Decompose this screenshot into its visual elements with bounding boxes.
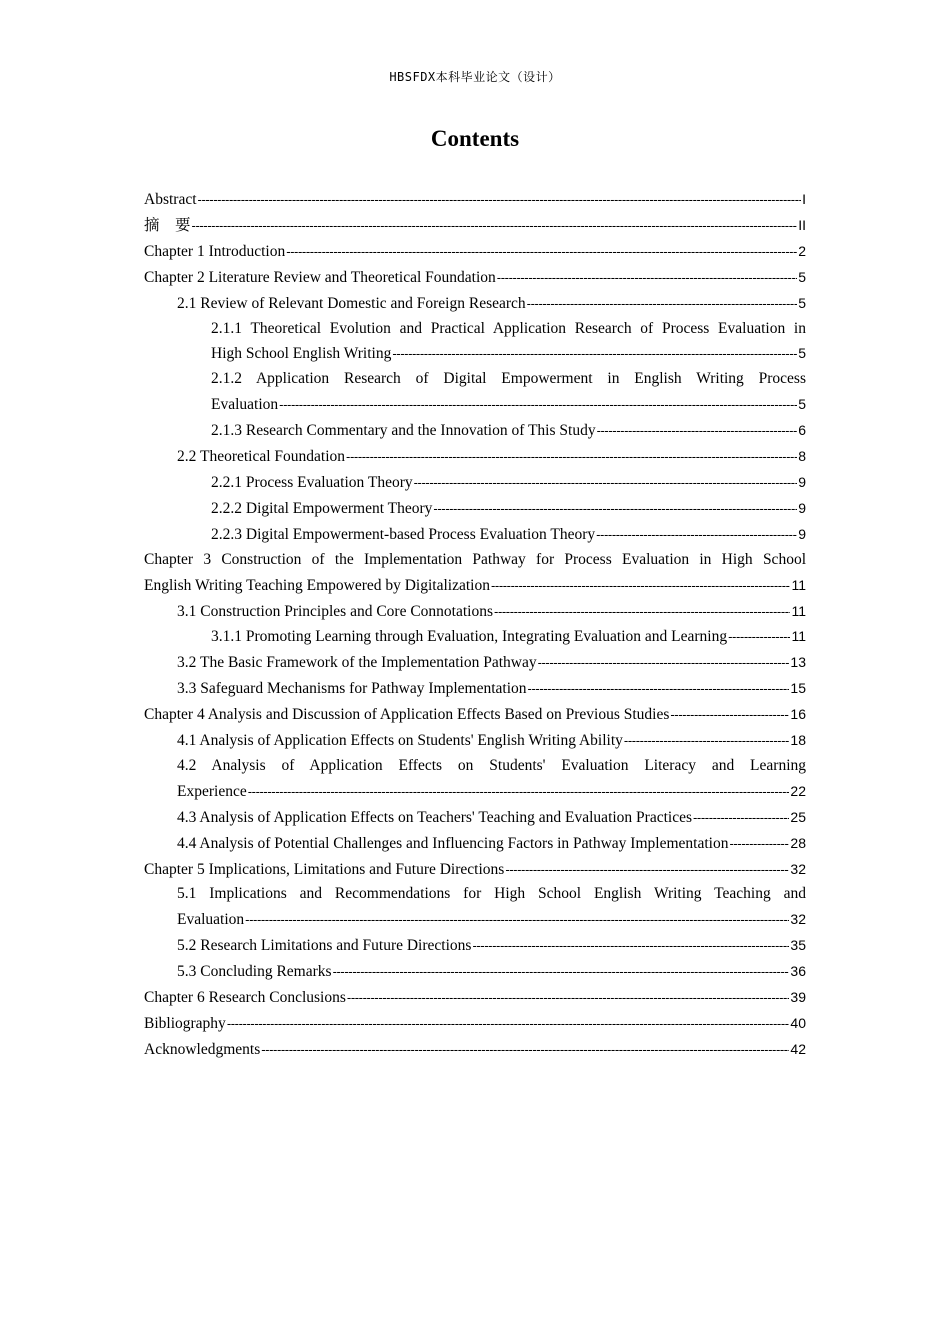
dot-leader bbox=[494, 600, 790, 625]
toc-entry[interactable] bbox=[144, 831, 806, 857]
toc-entry-title: 5.2 Research Limitations and Future Directions bbox=[177, 937, 472, 955]
dot-leader bbox=[624, 729, 790, 754]
dot-leader bbox=[538, 651, 790, 676]
dot-leader bbox=[392, 342, 797, 367]
toc-entry[interactable] bbox=[144, 857, 806, 883]
dot-leader bbox=[670, 703, 789, 728]
toc-entry-title: Chapter 2 Literature Review and Theoretical Foundation bbox=[144, 268, 496, 286]
toc-entry-title: 摘 要 bbox=[144, 216, 191, 234]
toc-entry-title: Bibliography bbox=[144, 1015, 226, 1032]
dot-leader bbox=[596, 523, 797, 548]
toc-page-number: 11 bbox=[791, 576, 806, 593]
dot-leader bbox=[597, 419, 798, 444]
toc-entry[interactable] bbox=[144, 548, 806, 599]
toc-entry[interactable] bbox=[144, 933, 806, 959]
toc-entry[interactable] bbox=[144, 522, 806, 548]
toc-entry[interactable] bbox=[144, 882, 806, 933]
dot-leader bbox=[279, 393, 797, 418]
toc-page-number: 5 bbox=[798, 396, 806, 413]
dot-leader bbox=[261, 1038, 789, 1063]
dot-leader bbox=[286, 240, 797, 265]
toc-page-number: 36 bbox=[790, 963, 806, 980]
toc-entry-title: Chapter 5 Implications, Limitations and Future Directions bbox=[144, 860, 505, 878]
toc-entry-title: 3.2 The Basic Framework of the Implementation Pathway bbox=[177, 654, 537, 672]
dot-leader bbox=[728, 625, 790, 650]
toc-entry-title: 2.2 Theoretical Foundation bbox=[177, 448, 346, 466]
toc-entry-title: 4.1 Analysis of Application Effects on Students' English Writing Ability bbox=[177, 732, 623, 750]
toc-entry-title: Evaluation bbox=[177, 911, 245, 929]
toc-entry[interactable] bbox=[144, 1011, 806, 1037]
toc-entry-title: Chapter 4 Analysis and Discussion of Application Effects Based on Previous Studies bbox=[144, 706, 670, 724]
dot-leader bbox=[245, 908, 789, 933]
toc-entry-title: 2.1 Review of Relevant Domestic and Foreign Research bbox=[177, 294, 526, 312]
toc-entry[interactable] bbox=[144, 418, 806, 444]
dot-leader bbox=[433, 497, 797, 522]
toc-entry[interactable] bbox=[144, 805, 806, 831]
toc-entry-title: 3.1.1 Promoting Learning through Evaluation, Integrating Evaluation and Learning bbox=[211, 628, 728, 646]
dot-leader bbox=[729, 832, 789, 857]
toc-entry-title: 5.3 Concluding Remarks bbox=[177, 963, 332, 981]
toc-entry[interactable] bbox=[144, 444, 806, 470]
toc-entry[interactable] bbox=[144, 754, 806, 805]
toc-entry-title-line: 4.2 Analysis of Application Effects on Students' Evaluation Literacy and Learning bbox=[177, 756, 806, 774]
toc-entry[interactable] bbox=[144, 624, 806, 650]
table-of-contents bbox=[144, 187, 806, 1063]
toc-entry[interactable] bbox=[144, 367, 806, 418]
toc-page-number: 32 bbox=[790, 911, 806, 928]
toc-page-number: 25 bbox=[790, 808, 806, 825]
toc-entry-title-line: Chapter 3 Construction of the Implementation Pathway for Process Evaluation in High School bbox=[144, 550, 806, 568]
toc-page-number: 32 bbox=[790, 860, 806, 877]
toc-entry-title: 2.2.1 Process Evaluation Theory bbox=[211, 473, 413, 491]
dot-leader bbox=[333, 960, 790, 985]
dot-leader bbox=[497, 266, 797, 291]
toc-entry[interactable] bbox=[144, 985, 806, 1011]
toc-entry[interactable] bbox=[144, 959, 806, 985]
toc-entry[interactable] bbox=[144, 728, 806, 754]
toc-entry-title: 4.3 Analysis of Application Effects on Teachers' Teaching and Evaluation Practices bbox=[177, 808, 692, 826]
toc-entry[interactable] bbox=[144, 702, 806, 728]
toc-page-number: 11 bbox=[791, 602, 806, 619]
dot-leader bbox=[198, 188, 802, 213]
toc-page-number: 15 bbox=[790, 680, 806, 697]
toc-page-number: 40 bbox=[790, 1015, 806, 1031]
toc-page-number: 16 bbox=[790, 706, 806, 723]
toc-entry-title: Abstract bbox=[144, 191, 197, 208]
toc-entry[interactable] bbox=[144, 213, 806, 239]
toc-page-number: 2 bbox=[798, 242, 806, 259]
toc-entry-title-line: 2.1.2 Application Research of Digital Empowerment in English Writing Process bbox=[211, 370, 806, 388]
toc-entry-title-line: 5.1 Implications and Recommendations for High School English Writing Teaching and bbox=[177, 885, 806, 903]
toc-entry-title: Experience bbox=[177, 782, 247, 800]
toc-page-number: 13 bbox=[790, 654, 806, 671]
toc-entry-title: Chapter 6 Research Conclusions bbox=[144, 989, 346, 1007]
running-header: HBSFDX本科毕业论文（设计） bbox=[389, 70, 561, 84]
toc-entry[interactable] bbox=[144, 676, 806, 702]
toc-entry[interactable] bbox=[144, 496, 806, 522]
toc-entry[interactable] bbox=[144, 265, 806, 291]
dot-leader bbox=[527, 292, 798, 317]
dot-leader bbox=[248, 780, 790, 805]
dot-leader bbox=[491, 574, 790, 599]
toc-entry[interactable] bbox=[144, 1037, 806, 1063]
dot-leader bbox=[528, 677, 790, 702]
toc-page-number: 22 bbox=[790, 782, 806, 799]
toc-page-number: 5 bbox=[798, 268, 806, 285]
toc-entry-title: 2.2.2 Digital Empowerment Theory bbox=[211, 499, 433, 517]
dot-leader bbox=[346, 445, 797, 470]
toc-entry-title-line: 2.1.1 Theoretical Evolution and Practical Application Research of Process Evaluation in bbox=[211, 319, 806, 337]
toc-entry-title: Evaluation bbox=[211, 396, 279, 414]
toc-entry-title: Chapter 1 Introduction bbox=[144, 242, 286, 260]
toc-entry-title: 2.1.3 Research Commentary and the Innovation of This Study bbox=[211, 422, 596, 440]
dot-leader bbox=[472, 934, 789, 959]
dot-leader bbox=[414, 471, 798, 496]
dot-leader bbox=[192, 214, 798, 239]
dot-leader bbox=[347, 986, 790, 1011]
dot-leader bbox=[505, 858, 789, 883]
toc-page-number: II bbox=[798, 216, 806, 233]
toc-entry[interactable] bbox=[144, 470, 806, 496]
toc-entry[interactable] bbox=[144, 650, 806, 676]
toc-page-number: 28 bbox=[790, 834, 806, 851]
toc-entry-title: English Writing Teaching Empowered by Digitalization bbox=[144, 576, 490, 594]
toc-page-number: 6 bbox=[798, 422, 806, 439]
toc-page-number: 35 bbox=[790, 937, 806, 954]
toc-entry-title: Acknowledgments bbox=[144, 1040, 261, 1058]
toc-entry[interactable] bbox=[144, 291, 806, 317]
toc-page-number: 9 bbox=[798, 499, 806, 516]
toc-page-number: 18 bbox=[790, 732, 806, 749]
toc-page-number: 5 bbox=[798, 345, 806, 362]
toc-entry[interactable] bbox=[144, 187, 806, 213]
toc-entry-title: 4.4 Analysis of Potential Challenges and Influencing Factors in Pathway Implementation bbox=[177, 834, 729, 852]
page-title: Contents bbox=[430, 126, 520, 151]
toc-page-number: 9 bbox=[798, 525, 806, 542]
toc-page-number: 5 bbox=[798, 294, 806, 311]
toc-entry[interactable] bbox=[144, 599, 806, 625]
toc-entry-title: High School English Writing bbox=[211, 345, 392, 363]
toc-page-number: 42 bbox=[790, 1040, 806, 1057]
toc-page-number: I bbox=[802, 191, 806, 207]
toc-entry-title: 2.2.3 Digital Empowerment-based Process Evaluation Theory bbox=[211, 525, 596, 543]
toc-page-number: 11 bbox=[791, 628, 806, 645]
dot-leader bbox=[693, 806, 789, 831]
toc-page-number: 8 bbox=[798, 448, 806, 465]
toc-page-number: 39 bbox=[790, 989, 806, 1006]
toc-entry-title: 3.3 Safeguard Mechanisms for Pathway Implementation bbox=[177, 680, 527, 698]
toc-page-number: 9 bbox=[798, 473, 806, 490]
toc-entry[interactable] bbox=[144, 239, 806, 265]
toc-entry-title: 3.1 Construction Principles and Core Connotations bbox=[177, 602, 494, 620]
toc-entry[interactable] bbox=[144, 317, 806, 368]
dot-leader bbox=[227, 1012, 790, 1037]
